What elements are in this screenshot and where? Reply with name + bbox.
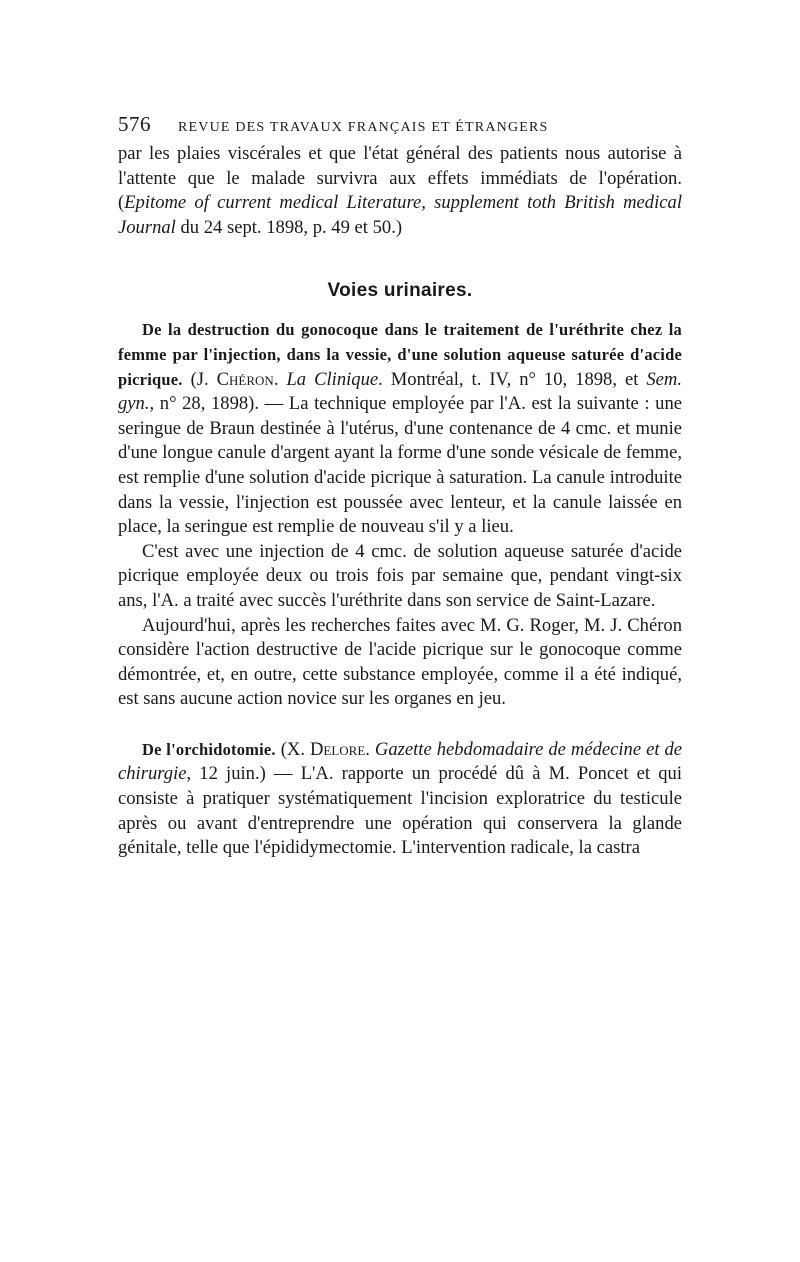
article-1-author-close: . [273, 368, 287, 390]
page-header [118, 112, 682, 142]
article-1-author-open: (J. [182, 368, 217, 390]
article-2-title: De l'orchidotomie. [142, 739, 276, 759]
article-2-paragraph [118, 738, 682, 861]
continuation-paragraph [118, 142, 682, 240]
article-1-journal-1: La Clinique [286, 368, 379, 390]
article-1-paragraph-1 [118, 318, 682, 539]
article-2-text: , 12 juin.) — L'A. rapporte un procédé dû à M. Poncet et qui consiste à pratiquer systématiquement l'incision exploratrice du testicule après ou avant d'entreprendre une opération qui conservera la glande génitale, telle que l'épididymectomie. L'intervention radicale, la castra [118, 763, 682, 859]
article-2-author: Delore [309, 738, 366, 760]
book-page [118, 112, 682, 861]
continuation-source: Epitome of current medical Literature, supplement toth British medical Journal [118, 192, 682, 238]
article-1-author: Chéron [216, 368, 274, 390]
article-1-paragraph-2: C'est avec une injection de 4 cmc. de solution aqueuse saturée d'acide picrique employée deux ou trois fois par semaine que, pendant vingt-six ans, l'A. a traité avec succès l'uréthrite dans son service de Saint-Lazare. [118, 540, 682, 611]
continuation-source-rest: du 24 sept. 1898, p. 49 et 50.) [175, 216, 403, 238]
article-2-journal: Gazette hebdomadaire de médecine et de chirurgie [118, 738, 682, 785]
article-1-ref-2: , n° 28, 1898). — La technique employée par l'A. est la suivante : une seringue de Braun destinée à l'utérus, d'une contenance de 4 cmc. et munie d'une longue canule d'argent ayant la forme d'une sonde vésicale de femme, est remplie d'une solution d'acide picrique à saturation. La canule introduite dans la vessie, l'injection est poussée avec lenteur, et la canule laissée en place, la seringue est remplie de nouveau s'il y a lieu. [118, 393, 682, 538]
page-number: 576 [118, 112, 151, 136]
article-1-paragraph-3: Aujourd'hui, après les recherches faites avec M. G. Roger, M. J. Chéron considère l'action destructive de l'acide picrique sur le gonocoque comme démontrée, et, en outre, cette substance employée, comme il a été indiqué, est sans aucune action novice sur les organes en jeu. [118, 614, 682, 710]
section-heading: Voies urinaires. [327, 280, 473, 302]
continuation-text: par les plaies viscérales et que l'état général des patients nous autorise à l'attente que le malade survivra aux effets immédiats de l'opération. ( [118, 143, 682, 214]
running-title: REVUE DES TRAVAUX FRANÇAIS ET ÉTRANGERS [178, 120, 549, 135]
article-1-ref-1: . Montréal, t. IV, n° 10, 1898, et [378, 368, 647, 390]
article-2-author-close: . [365, 738, 375, 760]
article-2-author-open: (X. [275, 738, 310, 760]
article-1-journal-2: Sem. gyn. [118, 368, 683, 415]
article-1-title: De la destruction du gonocoque dans le traitement de l'uréthrite chez la femme par l'injection, dans la vessie, d'une solution aqueuse saturée d'acide picrique. [118, 320, 682, 389]
